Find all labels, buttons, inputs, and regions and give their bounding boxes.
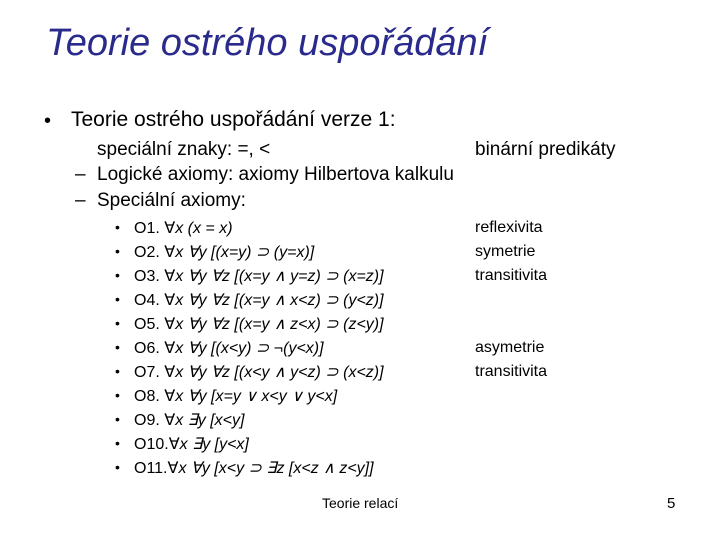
logical-axioms-text: Logické axiomy: axiomy Hilbertova kalkulu [97,164,454,185]
bullet-dot: • [44,110,52,132]
axiom-label: O4. [134,292,160,309]
axiom-formula: x ∀y ∀z [(x=y ∧ x<z) ⊃ (y<z)] [175,292,384,309]
axiom-formula: x ∀y ∀z [(x=y ∧ y=z) ⊃ (x=z)] [175,268,384,285]
note-transitivity: transitivita [475,363,548,380]
note-transitivity: transitivita [475,267,548,284]
axiom-label: O9. [134,412,160,429]
axiom-formula: x ∃y [x<y] [175,412,245,429]
axiom-label: O3. [134,268,160,285]
axiom-o1 [134,218,233,238]
binary-predicates-text: binární predikáty [475,139,616,160]
axiom-quantifier: ∀ [164,412,176,429]
axiom-o10 [134,434,249,454]
axiom-bullet: • [115,291,120,307]
axiom-bullet: • [115,387,120,403]
axiom-bullet: • [115,363,120,379]
axiom-quantifier: ∀ [164,268,176,285]
axiom-o3 [134,266,384,286]
axiom-formula: x ∃y [y<x] [179,436,249,453]
axiom-formula: x ∀y [(x=y) ⊃ (y=x)] [175,244,315,261]
axiom-formula: x ∀y ∀z [(x<y ∧ y<z) ⊃ (x<z)] [175,364,384,381]
axiom-formula: x ∀y [x<y ⊃ ∃z [x<z ∧ z<y]] [178,460,374,477]
axiom-bullet: • [115,435,120,451]
axiom-formula: x ∀y [(x<y) ⊃ ¬(y<x)] [175,340,324,357]
axiom-o4 [134,290,384,310]
axiom-o5 [134,314,384,334]
axiom-o6 [134,338,324,358]
axiom-label: O1. [134,220,160,237]
axiom-label: O5. [134,316,160,333]
axiom-label: O11. [134,460,168,477]
axiom-quantifier: ∀ [164,292,176,309]
axiom-formula: x ∀y ∀z [(x=y ∧ z<x) ⊃ (z<y)] [175,316,384,333]
axiom-formula: x ∀y [x=y ∨ x<y ∨ y<x] [175,388,338,405]
axiom-bullet: • [115,459,120,475]
axiom-bullet: • [115,411,120,427]
axiom-bullet: • [115,315,120,331]
axiom-quantifier: ∀ [164,388,176,405]
axiom-label: O10. [134,436,169,453]
axiom-bullet: • [115,243,120,259]
dash-bullet: – [75,164,86,185]
note-reflexivity: reflexivita [475,219,543,236]
axiom-quantifier: ∀ [164,316,176,333]
axiom-quantifier: ∀ [168,436,180,453]
axiom-o11 [134,458,374,478]
axiom-quantifier: ∀ [164,244,176,261]
axiom-label: O2. [134,244,160,261]
axiom-o9 [134,410,244,430]
special-axioms-text: Speciální axiomy: [97,190,246,211]
axiom-quantifier: ∀ [164,364,176,381]
slide-title: Teorie ostrého uspořádání [46,22,489,64]
axiom-quantifier: ∀ [167,460,179,477]
slide-footer: Teorie relací [322,495,399,511]
axiom-o7 [134,362,384,382]
page-number: 5 [667,495,676,512]
axiom-o2 [134,242,314,262]
dash-bullet: – [75,190,86,211]
axiom-quantifier: ∀ [164,340,176,357]
axiom-formula: x (x = x) [175,220,233,237]
special-chars-text: speciální znaky: =, < [97,139,271,160]
axiom-label: O8. [134,388,160,405]
axiom-label: O7. [134,364,160,381]
note-asymmetry: asymetrie [475,339,545,356]
axiom-bullet: • [115,219,120,235]
note-symmetry: symetrie [475,243,536,260]
axiom-bullet: • [115,339,120,355]
bullet-theory-version: Teorie ostrého uspořádání verze 1: [71,108,396,131]
axiom-label: O6. [134,340,160,357]
axiom-quantifier: ∀ [164,220,176,237]
axiom-bullet: • [115,267,120,283]
axiom-o8 [134,386,337,406]
